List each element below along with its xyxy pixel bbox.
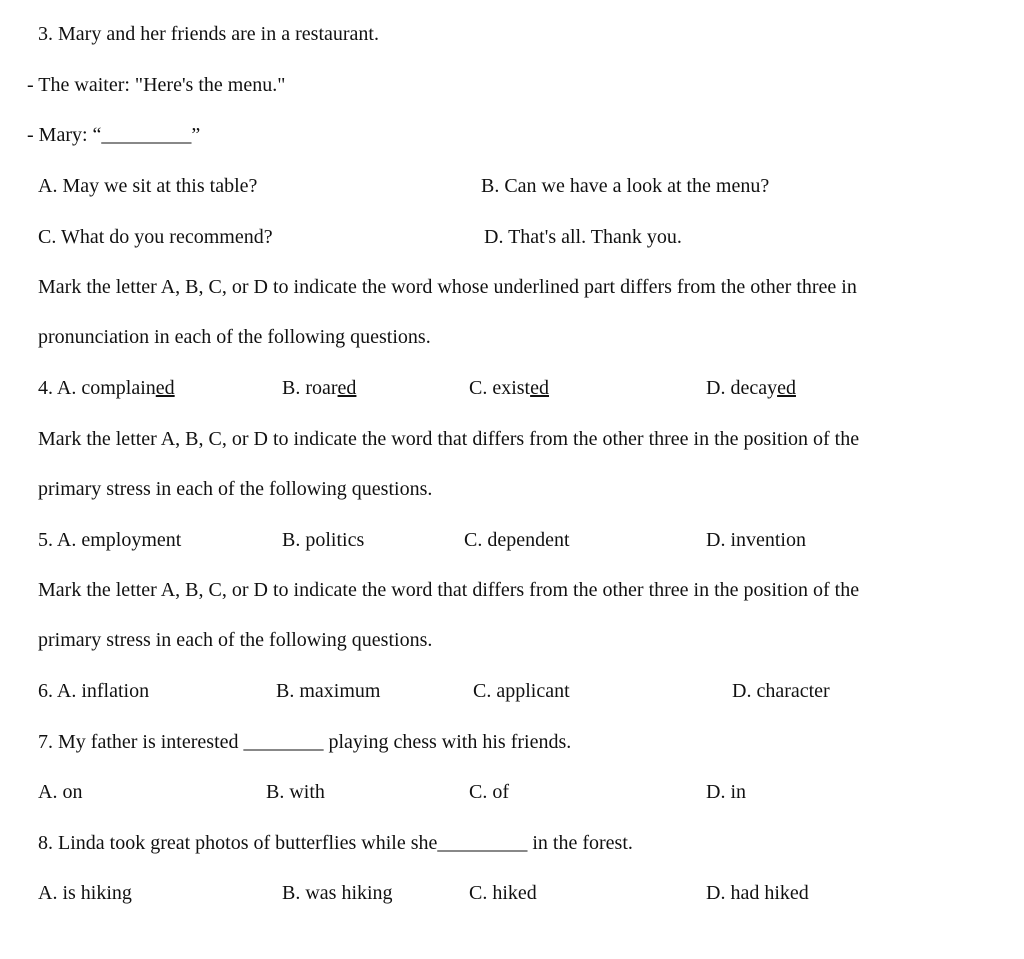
- q4-option-c: [469, 376, 549, 400]
- q4-option-a-prefix: 4. A. complain: [38, 377, 156, 399]
- q7-stem-after: playing chess with his friends.: [323, 731, 572, 753]
- q7-answer-blank: ________: [243, 731, 324, 753]
- q8-stem: [38, 831, 633, 855]
- q3-option-b: B. Can we have a look at the menu?: [481, 175, 770, 197]
- q7-option-b: B. with: [266, 781, 325, 803]
- q5-option-a: 5. A. employment: [38, 529, 182, 551]
- q6-option-c: C. applicant: [473, 680, 570, 702]
- q5-option-d: D. invention: [706, 529, 806, 551]
- q7-stem-before: 7. My father is interested: [38, 731, 244, 753]
- q4-option-a-underlined: ed: [155, 377, 175, 399]
- q6-option-b: B. maximum: [276, 680, 381, 702]
- q7-option-c: C. of: [469, 781, 509, 803]
- q3-option-c: C. What do you recommend?: [38, 226, 273, 248]
- q3-option-a: A. May we sit at this table?: [38, 175, 258, 197]
- instruction-pronunciation-line2: pronunciation in each of the following questions.: [38, 326, 431, 348]
- q8-option-d: D. had hiked: [706, 882, 809, 904]
- q5-option-b: B. politics: [282, 529, 365, 551]
- q4-option-c-underlined: ed: [530, 377, 550, 399]
- q3-prompt: 3. Mary and her friends are in a restaurant.: [38, 23, 379, 45]
- q8-answer-blank: _________: [437, 832, 528, 854]
- q6-option-a: 6. A. inflation: [38, 680, 150, 702]
- q4-option-d-prefix: D. decay: [706, 377, 778, 399]
- q4-option-d: [706, 376, 796, 400]
- q3-mary-line: - Mary: “_________”: [27, 124, 201, 146]
- q3-waiter-line: - The waiter: "Here's the menu.": [27, 74, 286, 96]
- q8-option-a: A. is hiking: [38, 882, 132, 904]
- q8-option-c: C. hiked: [469, 882, 537, 904]
- q7-option-a: A. on: [38, 781, 83, 803]
- instruction-stress-2-line1: Mark the letter A, B, C, or D to indicate the word that differs from the other three in the position of the: [38, 579, 860, 601]
- q4-option-c-prefix: C. exist: [469, 377, 531, 399]
- q4-option-b-prefix: B. roar: [282, 377, 338, 399]
- q4-option-d-underlined: ed: [777, 377, 796, 399]
- q8-stem-before: 8. Linda took great photos of butterflies while she: [38, 832, 438, 854]
- q6-option-d: D. character: [732, 680, 830, 702]
- q3-option-d: D. That's all. Thank you.: [484, 226, 682, 248]
- q4-option-b-underlined: ed: [337, 377, 357, 399]
- instruction-stress-2-line2: primary stress in each of the following questions.: [38, 629, 433, 651]
- q4-option-a: [38, 376, 175, 400]
- q8-option-b: B. was hiking: [282, 882, 393, 904]
- q5-option-c: C. dependent: [464, 529, 570, 551]
- instruction-stress-1-line1: Mark the letter A, B, C, or D to indicate the word that differs from the other three in the position of the: [38, 428, 860, 450]
- instruction-stress-1-line2: primary stress in each of the following questions.: [38, 478, 433, 500]
- q7-option-d: D. in: [706, 781, 746, 803]
- q4-option-b: [282, 376, 356, 400]
- q8-stem-after: in the forest.: [527, 832, 633, 854]
- q7-stem: [38, 730, 571, 754]
- instruction-pronunciation-line1: Mark the letter A, B, C, or D to indicate the word whose underlined part differs from the other three in: [38, 276, 857, 298]
